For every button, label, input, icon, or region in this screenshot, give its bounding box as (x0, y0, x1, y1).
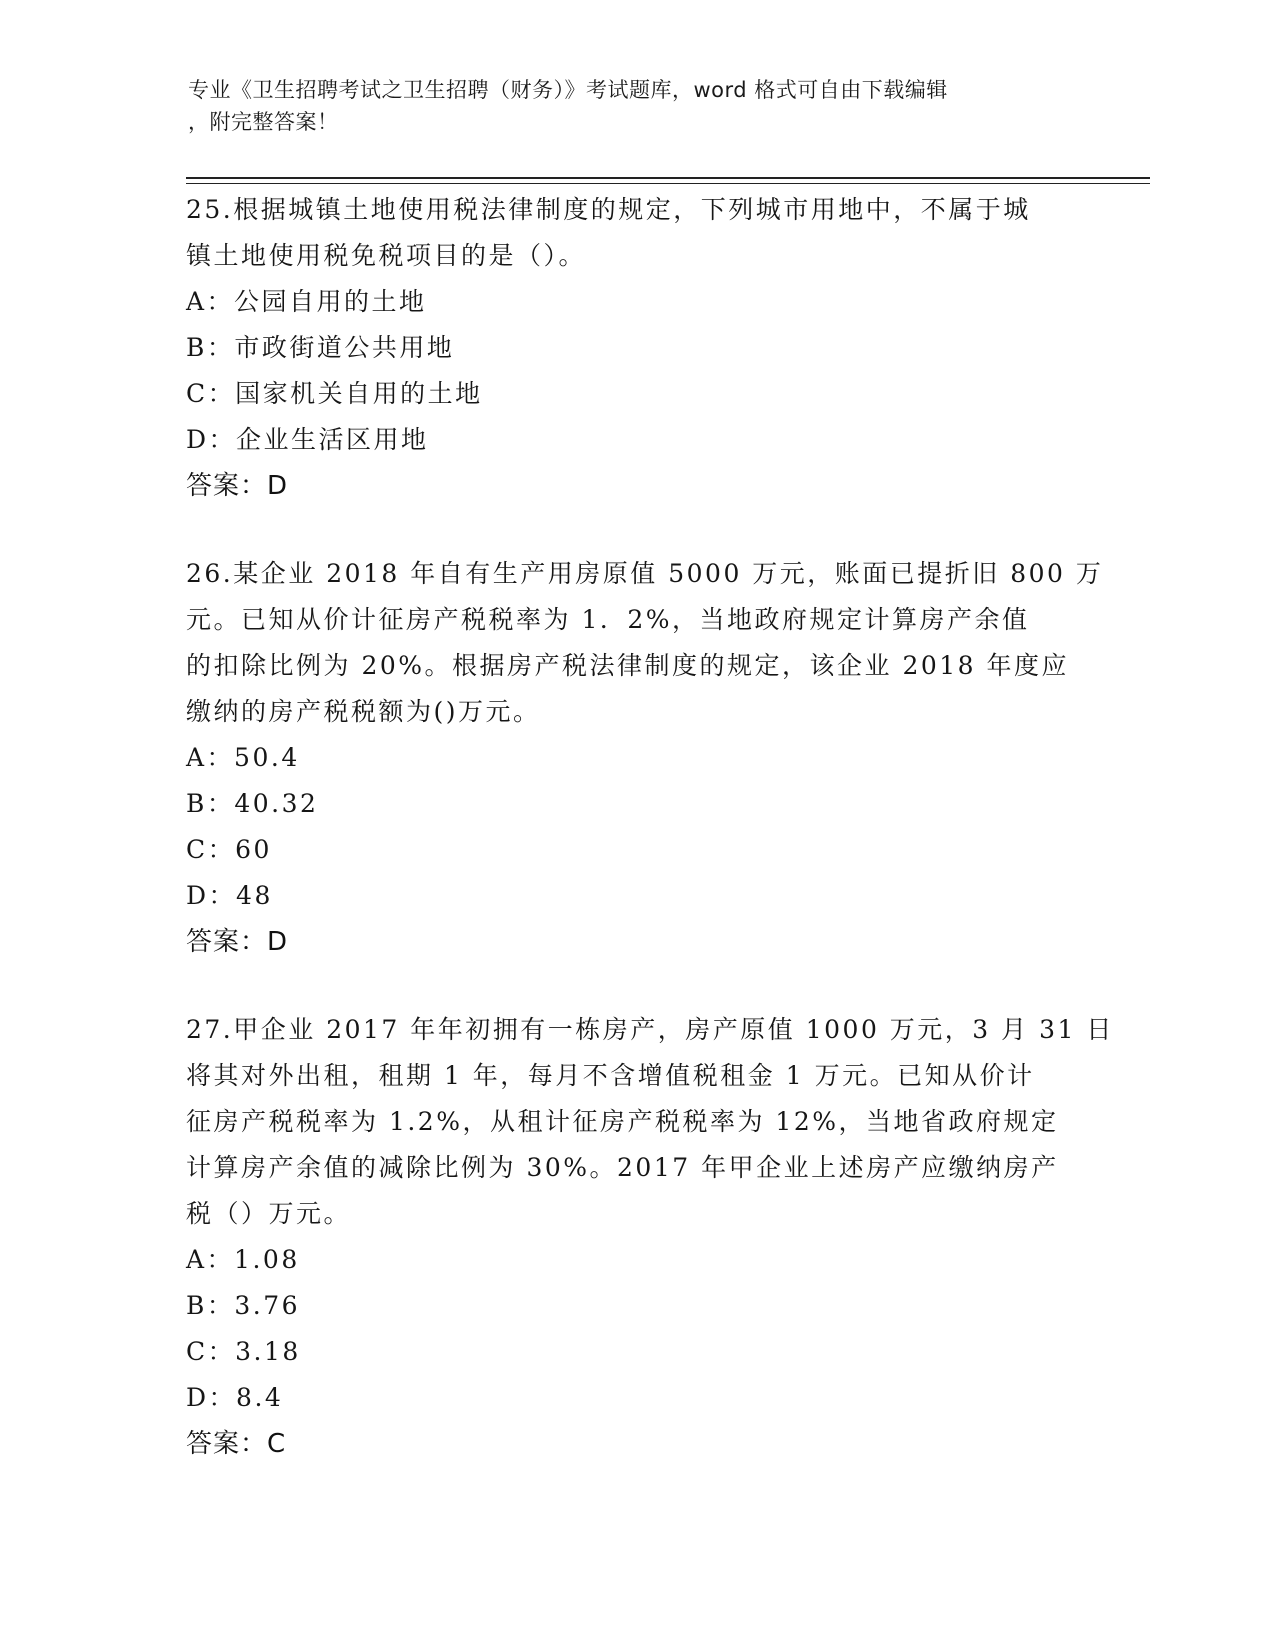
question-text-line: 27.甲企业 2017 年年初拥有一栋房产，房产原值 1000 万元，3 月 31 日 (186, 1015, 1114, 1044)
question-25 (186, 187, 1086, 509)
option-d: D：48 (186, 881, 273, 910)
question-text-line: 26.某企业 2018 年自有生产用房原值 5000 万元，账面已提折旧 800 万 (186, 559, 1104, 588)
option-d: D：企业生活区用地 (186, 425, 429, 454)
option-c: C：国家机关自用的土地 (186, 379, 483, 408)
question-text-line: 征房产税税率为 1.2%，从租计征房产税税率为 12%，当地省政府规定 (186, 1107, 1059, 1136)
answer-line: 答案：C (186, 1429, 287, 1459)
option-c: C：60 (186, 835, 272, 864)
header-note-line: 专业《卫生招聘考试之卫生招聘（财务）》考试题库，word 格式可自由下载编辑 (188, 78, 948, 102)
question-text-line: 计算房产余值的减除比例为 30%。2017 年甲企业上述房产应缴纳房产 (186, 1153, 1059, 1182)
question-text-line: 25.根据城镇土地使用税法律制度的规定，下列城市用地中，不属于城 (186, 195, 1031, 224)
question-text-line: 元。已知从价计征房产税税率为 1．2%，当地政府规定计算房产余值 (186, 605, 1030, 634)
option-b: B：3.76 (186, 1291, 301, 1320)
answer-line: 答案：D (186, 471, 289, 501)
question-list (186, 187, 1114, 1467)
option-c: C：3.18 (186, 1337, 301, 1366)
question-27 (186, 1007, 1114, 1467)
option-b: B：40.32 (186, 789, 319, 818)
question-text-line: 的扣除比例为 20%。根据房产税法律制度的规定，该企业 2018 年度应 (186, 651, 1070, 680)
option-d: D：8.4 (186, 1383, 284, 1412)
option-a: A：公园自用的土地 (186, 287, 427, 316)
answer-line: 答案：D (186, 927, 289, 957)
question-26 (186, 551, 1104, 965)
option-b: B：市政街道公共用地 (186, 333, 455, 362)
header-divider-thin (186, 183, 1150, 184)
question-text-line: 镇土地使用税免税项目的是（）。 (186, 241, 587, 270)
question-text-line: 缴纳的房产税税额为()万元。 (186, 697, 541, 726)
header-divider-thick (186, 177, 1150, 179)
header-note (188, 74, 1088, 138)
question-text-line: 税（）万元。 (186, 1199, 352, 1228)
header-note-line: ，附完整答案！ (188, 110, 339, 134)
option-a: A：1.08 (186, 1245, 300, 1274)
question-text-line: 将其对外出租，租期 1 年，每月不含增值税租金 1 万元。已知从价计 (186, 1061, 1035, 1090)
option-a: A：50.4 (186, 743, 300, 772)
